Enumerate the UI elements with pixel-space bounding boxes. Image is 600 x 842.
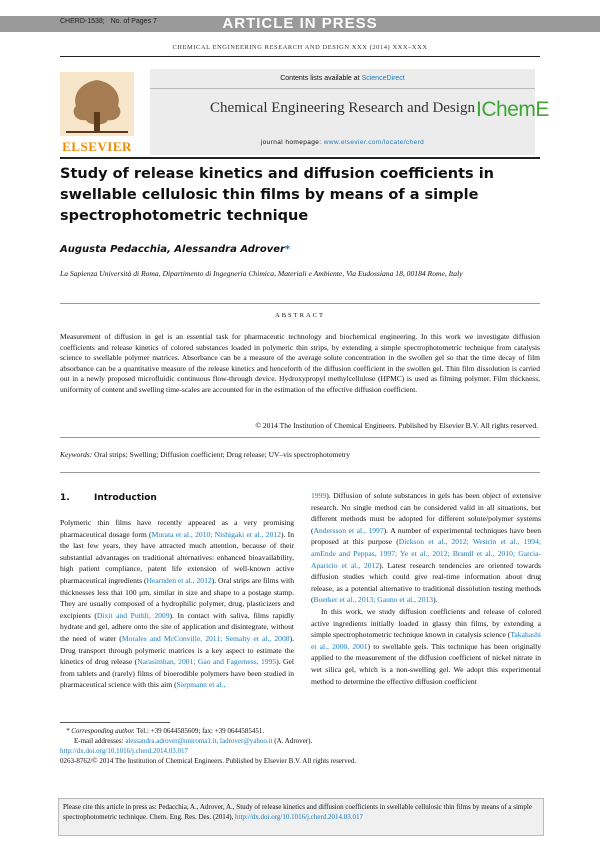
email-note	[60, 736, 540, 746]
abstract-top-rule	[60, 303, 540, 304]
body-text: Polymeric thin films have recently appeared as a very promising pharmaceutical dosage form (	[60, 518, 294, 539]
citation-link[interactable]: 1999	[311, 491, 327, 500]
body-text: In this work, we study diffusion coefficients and release of colored active ingredients initially loaded in glassy thin films, by extending a simple spectrophotometric technique known in catalysis science (	[311, 606, 541, 640]
abstract-bottom-rule	[60, 437, 540, 438]
intro-paragraph-1-cont	[311, 490, 541, 606]
manuscript-id	[60, 18, 157, 25]
header-bottom-rule	[60, 157, 540, 159]
corresponding-author-mark[interactable]: *	[284, 244, 291, 255]
citation-link[interactable]: Hearnden et al., 2012	[146, 575, 212, 585]
elsevier-wordmark: ELSEVIER	[62, 139, 132, 154]
citation-link[interactable]: Dixit and Puthli, 2009	[96, 610, 170, 620]
abstract-heading: ABSTRACT	[275, 312, 325, 319]
keywords-list: Oral strips; Swelling; Diffusion coefficient; Drug release; UV–vis spectrophotometry	[94, 450, 351, 459]
rights-line: 0263-8762/© 2014 The Institution of Chemical Engineers. Published by Elsevier B.V. All rights reserved.	[60, 757, 357, 765]
citation-link[interactable]: Murata et al., 2010; Nishigaki et al., 2012	[151, 529, 281, 539]
homepage-link[interactable]: www.elsevier.com/locate/cherd	[323, 139, 425, 146]
body-text: ). Diffusion of solute substances in gels has been object of extensive research. No single method can be considered valid in all situations, but different methods must be adopted for different solute/polymer systems (	[311, 491, 541, 535]
affiliation: La Sapienza Università di Roma, Dipartimento di Ingegneria Chimica, Materiali e Ambiente, Via Eudossiana 18, 00184 Rome, Italy	[60, 269, 463, 278]
article-in-press-label: ARTICLE IN PRESS	[222, 15, 378, 32]
body-text: ). Gel from tablets and (rarely) films of bioerodible polymers have been studied in pharmaceutical science with this aim (	[60, 657, 294, 690]
abstract-text: Measurement of diffusion in gel is an essential task for pharmaceutic technology and biochemical engineering. In this work we investigate diffusion coefficients and release kinetics of colored substances loaded in polymeric thin strips, by extending a simple spectrophotometric technique from catalysis science to swellable polymer matrices. Absorbance can be a measure of the average solute concentration in the swollen gel so that the time decay of film absorbance can be a quantitative measure of the release kinetics and henceforth of the diffusion coefficient in the swollen gel. Thin film dissolution is carried out in a newly proposed microfluidic continuous flow-through device. Hydroxypropyl methylcellulose (HPMC) is used as filming polymer. Film thickness, uniformity of content and swelling time-scales are accounted for in the estimation of the effective diffusion coefficient.	[60, 332, 540, 394]
citation-link[interactable]: Boetker et al., 2013; Gauno et al., 2013	[313, 595, 434, 605]
running-head: CHEMICAL ENGINEERING RESEARCH AND DESIGN XXX (2014) XXX–XXX	[172, 44, 428, 51]
footnotes	[60, 726, 540, 766]
intro-paragraph-1	[60, 517, 294, 691]
copyright-line: © 2014 The Institution of Chemical Engineers. Published by Elsevier B.V. All rights reserved.	[255, 421, 538, 430]
authors: Augusta Pedacchia, Alessandra Adrover	[60, 244, 285, 255]
body-text: ). Oral strips are films with thicknesses less that 100 μm, similar in size and shape to a postage stamp. They are usually composed of a hydrophilic polymer, drug, plasticizers and excipients (	[60, 575, 295, 620]
citation-link[interactable]: Siepmann et al.,	[176, 680, 226, 690]
corresponding-author-note	[60, 726, 540, 736]
email-label: E-mail addresses:	[74, 737, 126, 745]
contents-line	[150, 75, 535, 82]
footnote-label: * Corresponding author.	[66, 727, 135, 735]
body-text: ). Drug transport through polymeric matrices is a key aspect to estimate the kinetics of drug release (	[60, 633, 294, 667]
email-links[interactable]: alessandra.adrover@uniroma1.it, ladrover@yahoo.it	[125, 737, 273, 745]
citation-doi-link[interactable]: http://dx.doi.org/10.1016/j.cherd.2014.03.017	[235, 813, 364, 821]
body-text: ). Latest research tendencies are oriented towards diffusion studies which could give real-time information about drug release, as a potential alternative to traditional dissolution testing methods (	[311, 560, 541, 605]
section-heading	[60, 493, 157, 503]
footnote-text: Tel.: +39 0644585609; fax: +39 0644585451.	[134, 727, 265, 735]
section-number: 1.	[60, 493, 70, 503]
icheme-logo: IChemE	[476, 98, 549, 121]
citation-link[interactable]: Morales and McConville, 2011; Semalty et al., 2008	[121, 633, 290, 643]
section-title: Introduction	[93, 493, 157, 503]
citation-link[interactable]: Andersson et al., 1997	[313, 525, 384, 535]
intro-paragraph-2	[311, 606, 541, 687]
body-text: ) to swellable gels. This technique has been originally applied to the measurement of the diffusion coefficient of nickel nitrate in wet silica gel, which is a non-swelling gel. We adopt this experimental method to determine the effective diffusion coefficient	[311, 641, 542, 686]
contents-prefix: Contents lists available at	[280, 75, 362, 82]
sciencedirect-link[interactable]: ScienceDirect	[361, 75, 405, 82]
journal-homepage	[150, 139, 535, 146]
keywords-line	[60, 450, 540, 459]
homepage-prefix: journal homepage:	[260, 139, 324, 146]
citation-link[interactable]: Dickson et al., 2012; Westrin et al., 1994; amEnde and Peppas, 1997; Ye et al., 2012; Brandl et al., 2010; Garcia-Aparicio et al., 2012	[311, 537, 541, 570]
citation-link[interactable]: Narasimhan, 2001; Gao and Fagerness, 1995	[137, 657, 277, 667]
body-text: ). A number of experimental techniques have been proposed at this purpose (	[311, 525, 541, 547]
keywords-label: Keywords:	[60, 450, 93, 459]
email-suffix: (A. Adrover).	[272, 737, 313, 745]
doi-link[interactable]: http://dx.doi.org/10.1016/j.cherd.2014.03.017	[60, 747, 189, 755]
body-column-left	[60, 517, 294, 691]
cherd-id: CHERD-1538;	[60, 18, 105, 25]
contents-rule	[150, 88, 535, 89]
journal-title: Chemical Engineering Research and Design	[210, 100, 475, 116]
body-text: ).	[433, 595, 438, 605]
author-list	[60, 244, 290, 255]
footnote-rule	[60, 722, 170, 723]
keywords-rule	[60, 472, 540, 473]
body-text: ). In the last few years, they have attracted much attention, because of their substantial advantages on traditional alternatives: enhanced bioavailability, high patient compliance, patent life extension of well-known active pharmaceutical ingredients (	[60, 529, 295, 585]
cite-this-article-text	[63, 802, 539, 822]
citation-text: Please cite this article in press as: Pedacchia, A., Adrover, A., Study of release kinetics and diffusion coefficients in swellable cellulosic thin films by means of a simple spectrophotometric technique. Chem. Eng. Res. Des. (2014),	[63, 803, 532, 821]
body-column-right	[311, 490, 541, 687]
page-count: No. of Pages 7	[110, 18, 157, 25]
article-title: Study of release kinetics and diffusion coefficients in swellable cellulosic thin films by means of a simple spectrophotometric technique	[60, 166, 495, 224]
header-top-rule	[60, 56, 540, 57]
body-text: ). In contact with saliva, films rapidly hydrate and gel, adhere onto the site of application and disintegrate, without the need of water (	[60, 610, 294, 643]
citation-link[interactable]: Takahashi et al., 2000, 2001	[311, 630, 541, 651]
